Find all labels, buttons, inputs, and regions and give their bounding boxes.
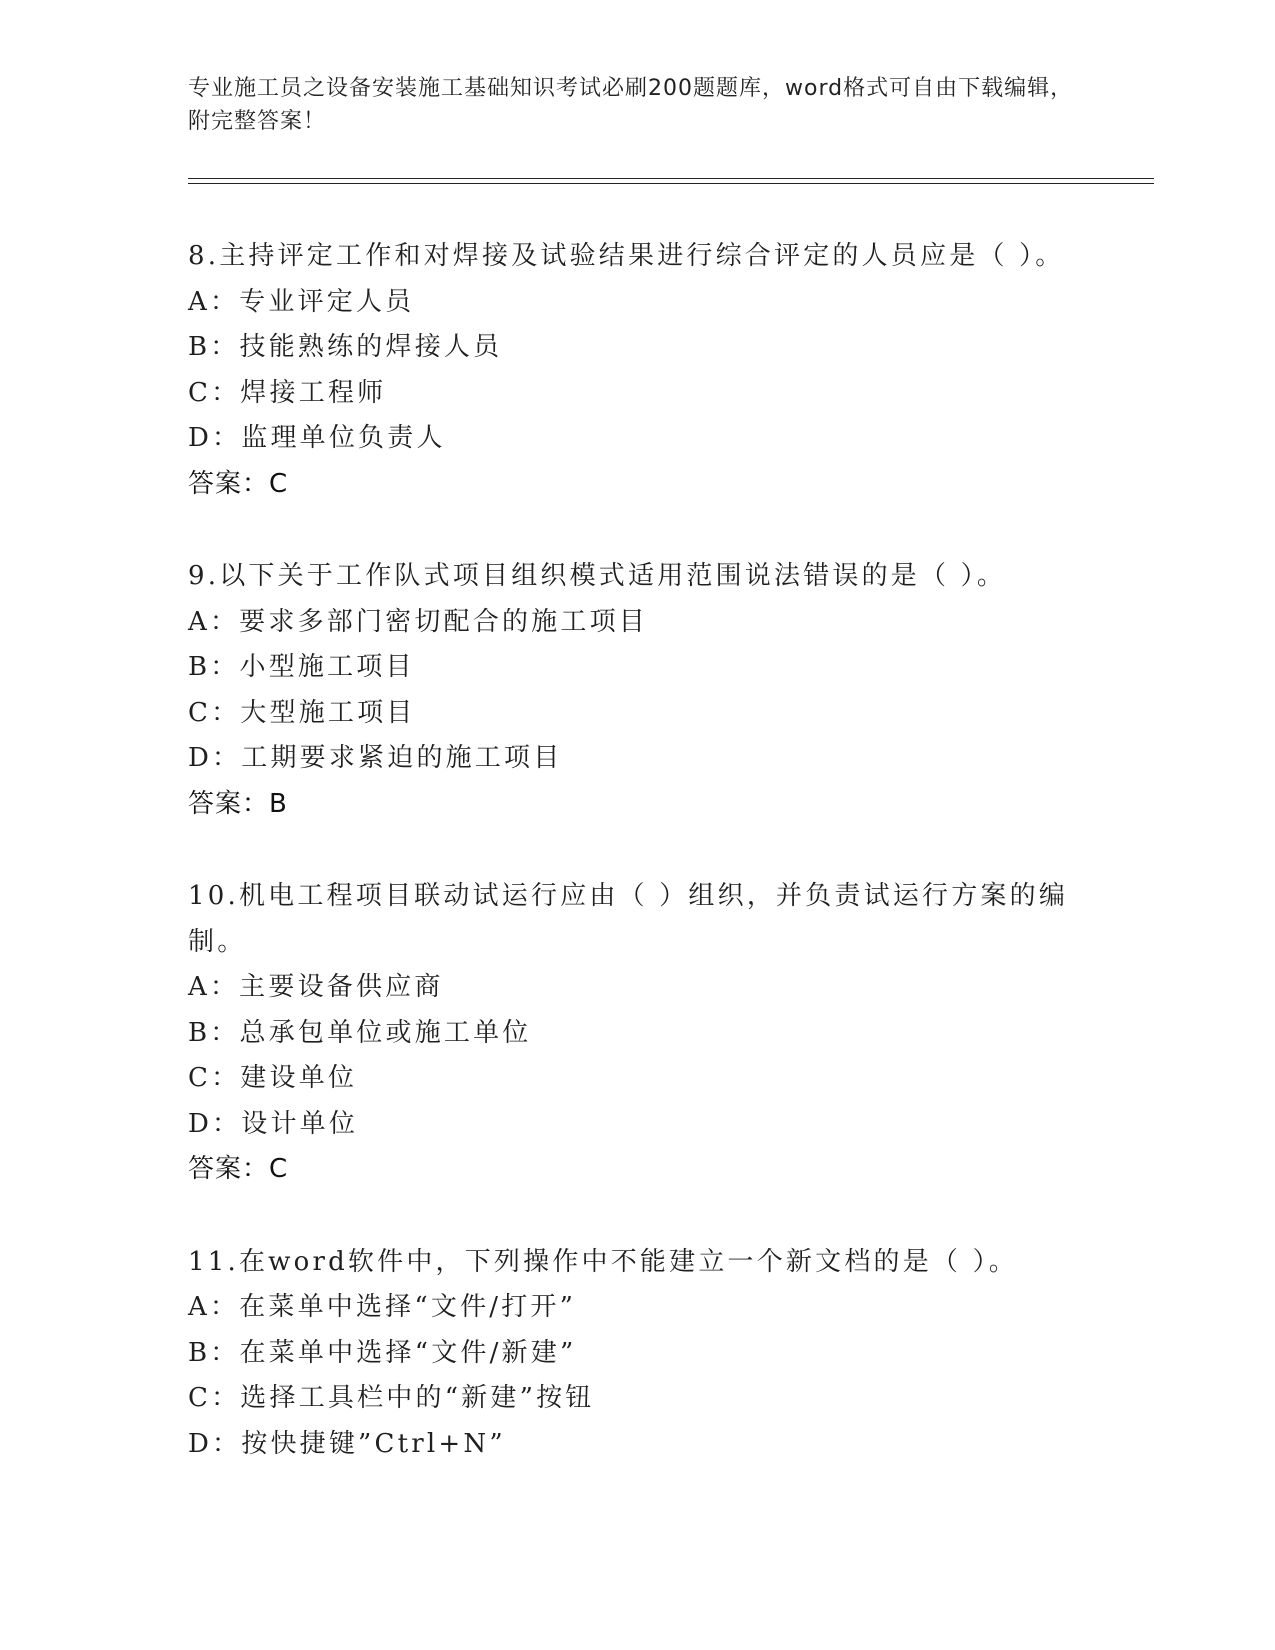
- question-9: [188, 554, 1088, 827]
- option-c: C：建设单位: [188, 1063, 358, 1093]
- question-10: [188, 874, 1088, 1193]
- answer-line: 答案：C: [188, 468, 289, 499]
- question-list: [188, 234, 1088, 1514]
- header-rule-top: [188, 178, 1154, 179]
- question-stem: 9.以下关于工作队式项目组织模式适用范围说法错误的是（ ）。: [188, 561, 1007, 591]
- answer-line: 答案：C: [188, 1154, 289, 1184]
- option-c: C：焊接工程师: [188, 377, 387, 408]
- answer-line: 答案：B: [188, 788, 288, 819]
- option-a: A：专业评定人员: [188, 286, 415, 317]
- option-c: C：大型施工项目: [188, 697, 416, 728]
- document-title: 专业施工员之设备安装施工基础知识考试必刷200题题库，word格式可自由下载编辑，附完整答案！: [188, 76, 1074, 134]
- question-8: [188, 234, 1088, 507]
- question-stem: 8.主持评定工作和对焊接及试验结果进行综合评定的人员应是（ ）。: [188, 241, 1065, 271]
- question-stem: 11.在word软件中，下列操作中不能建立一个新文档的是（ ）。: [188, 1246, 1018, 1277]
- header-rule-bottom: [188, 183, 1154, 184]
- option-d: D：设计单位: [188, 1108, 359, 1139]
- question-stem: 10.机电工程项目联动试运行应由（ ）组织，并负责试运行方案的编制。: [188, 881, 1069, 957]
- option-a: A：主要设备供应商: [188, 972, 444, 1002]
- option-a: A：要求多部门密切配合的施工项目: [188, 606, 648, 637]
- question-11: [188, 1240, 1088, 1468]
- option-c: C：选择工具栏中的“新建”按钮: [188, 1383, 595, 1413]
- document-header: [188, 72, 1078, 138]
- option-d: D：监理单位负责人: [188, 423, 446, 453]
- option-b: B：总承包单位或施工单位: [188, 1017, 532, 1048]
- option-d: D：按快捷键”Ctrl+N”: [188, 1428, 506, 1459]
- option-b: B：技能熟练的焊接人员: [188, 332, 503, 362]
- option-a: A：在菜单中选择“文件/打开”: [188, 1292, 577, 1322]
- option-b: B：在菜单中选择“文件/新建”: [188, 1337, 577, 1368]
- option-b: B：小型施工项目: [188, 652, 415, 682]
- option-d: D：工期要求紧迫的施工项目: [188, 743, 563, 773]
